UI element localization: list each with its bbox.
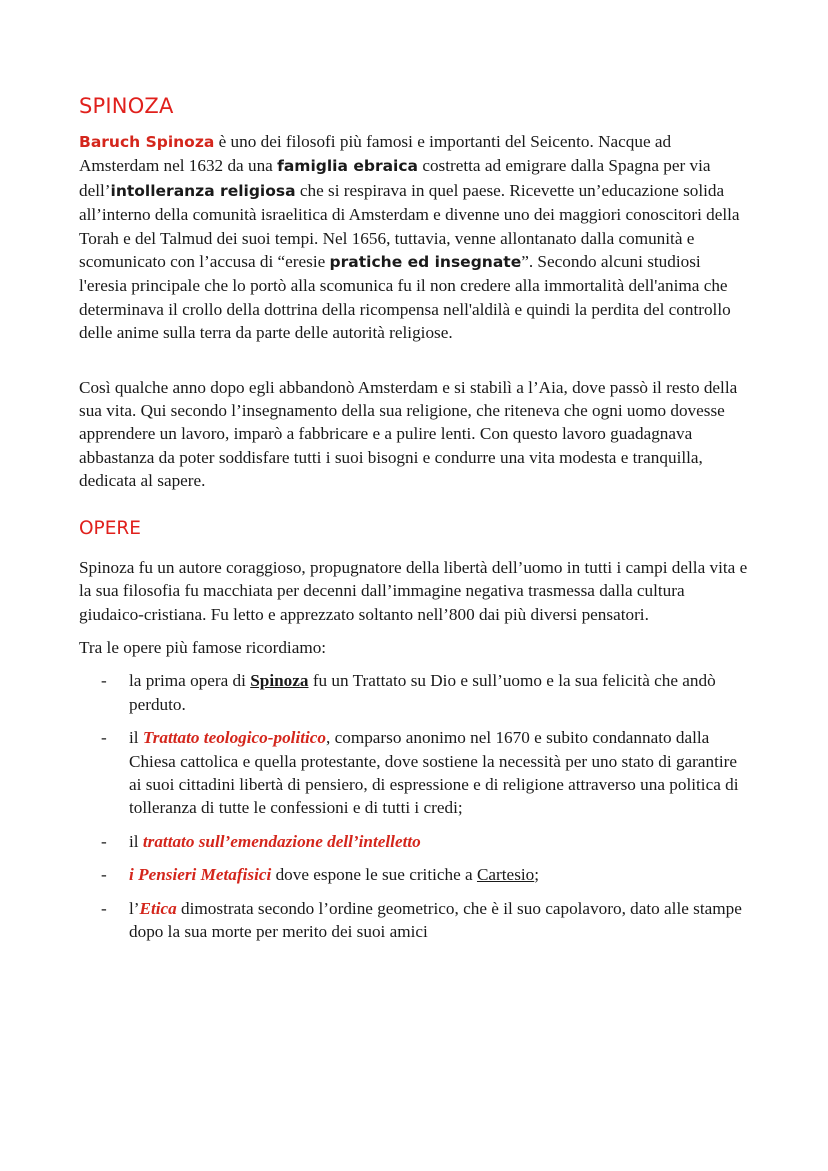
works-paragraph: Spinoza fu un autore coraggioso, propugnatore della libertà dell’uomo in tutti i campi della vita e la sua filosofia fu macchiata per decenni dall’immagine negativa trasmessa dalla cultura giudaico-cristiana. Fu letto e apprezzato soltanto nell’800 dai più diversi pensatori. [79,557,748,624]
works-list-intro: Tra le opere più famose ricordiamo: [79,637,327,657]
intro-text-2: costretta ad emigrare dalla Spagna per via dell’ [79,156,711,200]
work-title: Trattato teologico-politico [142,728,327,748]
list-dash: - [101,728,107,748]
list-item-text: dove espone le sue critiche a [271,865,477,885]
list-item-text: il [129,728,143,748]
list-item [79,897,751,944]
list-item-text: la prima opera di [129,671,251,691]
list-dash: - [101,831,107,851]
author-name: Baruch Spinoza [79,133,215,151]
intro-paragraph [79,130,751,345]
list-item-text: ; [534,865,540,885]
bold-term-family: famiglia ebraica [277,157,419,176]
page-title: SPINOZA [79,94,174,118]
list-dash: - [101,865,107,885]
list-item-text: il [129,831,143,851]
intro-text-1: è uno dei filosofi più famosi e importanti del Seicento. Nacque ad Amsterdam nel 1632 da una [79,132,672,176]
section-title-works: OPERE [79,517,141,539]
spinoza-link[interactable]: Spinoza [250,671,309,691]
list-item-text: l’ [129,898,140,918]
life-paragraph: Così qualche anno dopo egli abbandonò Amsterdam e si stabilì a l’Aia, dove passò il resto della sua vita. Qui secondo l’insegnamento della sua religione, che riteneva che ogni uomo dovesse apprendere un lavoro, imparò a fabbricare e a pulire lenti. Con questo lavoro guadagnava abbastanza da poter soddisfare tutti i suoi bisogni e condurre una vita modesta e tranquilla, dedicata al sapere. [79,377,738,491]
work-title: i Pensieri Metafisici [129,865,272,885]
list-item-text: fu un Trattato su Dio e sull’uomo e la sua felicità che andò perduto. [129,671,716,714]
bold-term-heresies: pratiche ed insegnate [329,253,522,272]
intro-text-3: che si respirava in quel paese. Ricevette un’educazione solida all’interno della comunità israelitica di Amsterdam e divenne uno dei maggiori conoscitori della Torah e del Talmud dei suoi tempi. Nel 1656, tuttavia, venne allontanato dalla comunità e scomunicato con l’accusa di “eresie [79,180,740,272]
works-list [79,669,751,943]
list-dash: - [101,671,107,691]
bold-term-intolerance: intolleranza religiosa [110,181,296,200]
cartesio-link[interactable]: Cartesio [476,865,535,885]
list-item [79,830,751,853]
list-item [79,669,751,716]
intro-text-4: ”. Secondo alcuni studiosi l'eresia principale che lo portò alla scomunica fu il non credere alla immortalità dell'anima che determinava il crollo della dottrina della ricompensa nell'aldilà e quindi la perdita del controllo delle anime sulla terra da parte delle autorità religiose. [79,252,731,343]
list-item-text: dimostrata secondo l’ordine geometrico, che è il suo capolavoro, dato alle stampe dopo la sua morte per merito dei suoi amici [129,898,742,941]
work-title: Etica [139,898,177,918]
work-title: trattato sull’emendazione dell’intelletto [142,831,421,851]
list-dash: - [101,898,107,918]
list-item [79,863,751,886]
list-item-text: , comparso anonimo nel 1670 e subito condannato dalla Chiesa cattolica e quella protestante, dove sostiene la necessità per uno stato di garantire ai suoi cittadini libertà di pensiero, di espressione e di religione attraverso una politica di tolleranza di tutte le confessioni e di tutti i credi; [129,728,739,818]
list-item [79,726,751,820]
document-page [79,92,751,953]
